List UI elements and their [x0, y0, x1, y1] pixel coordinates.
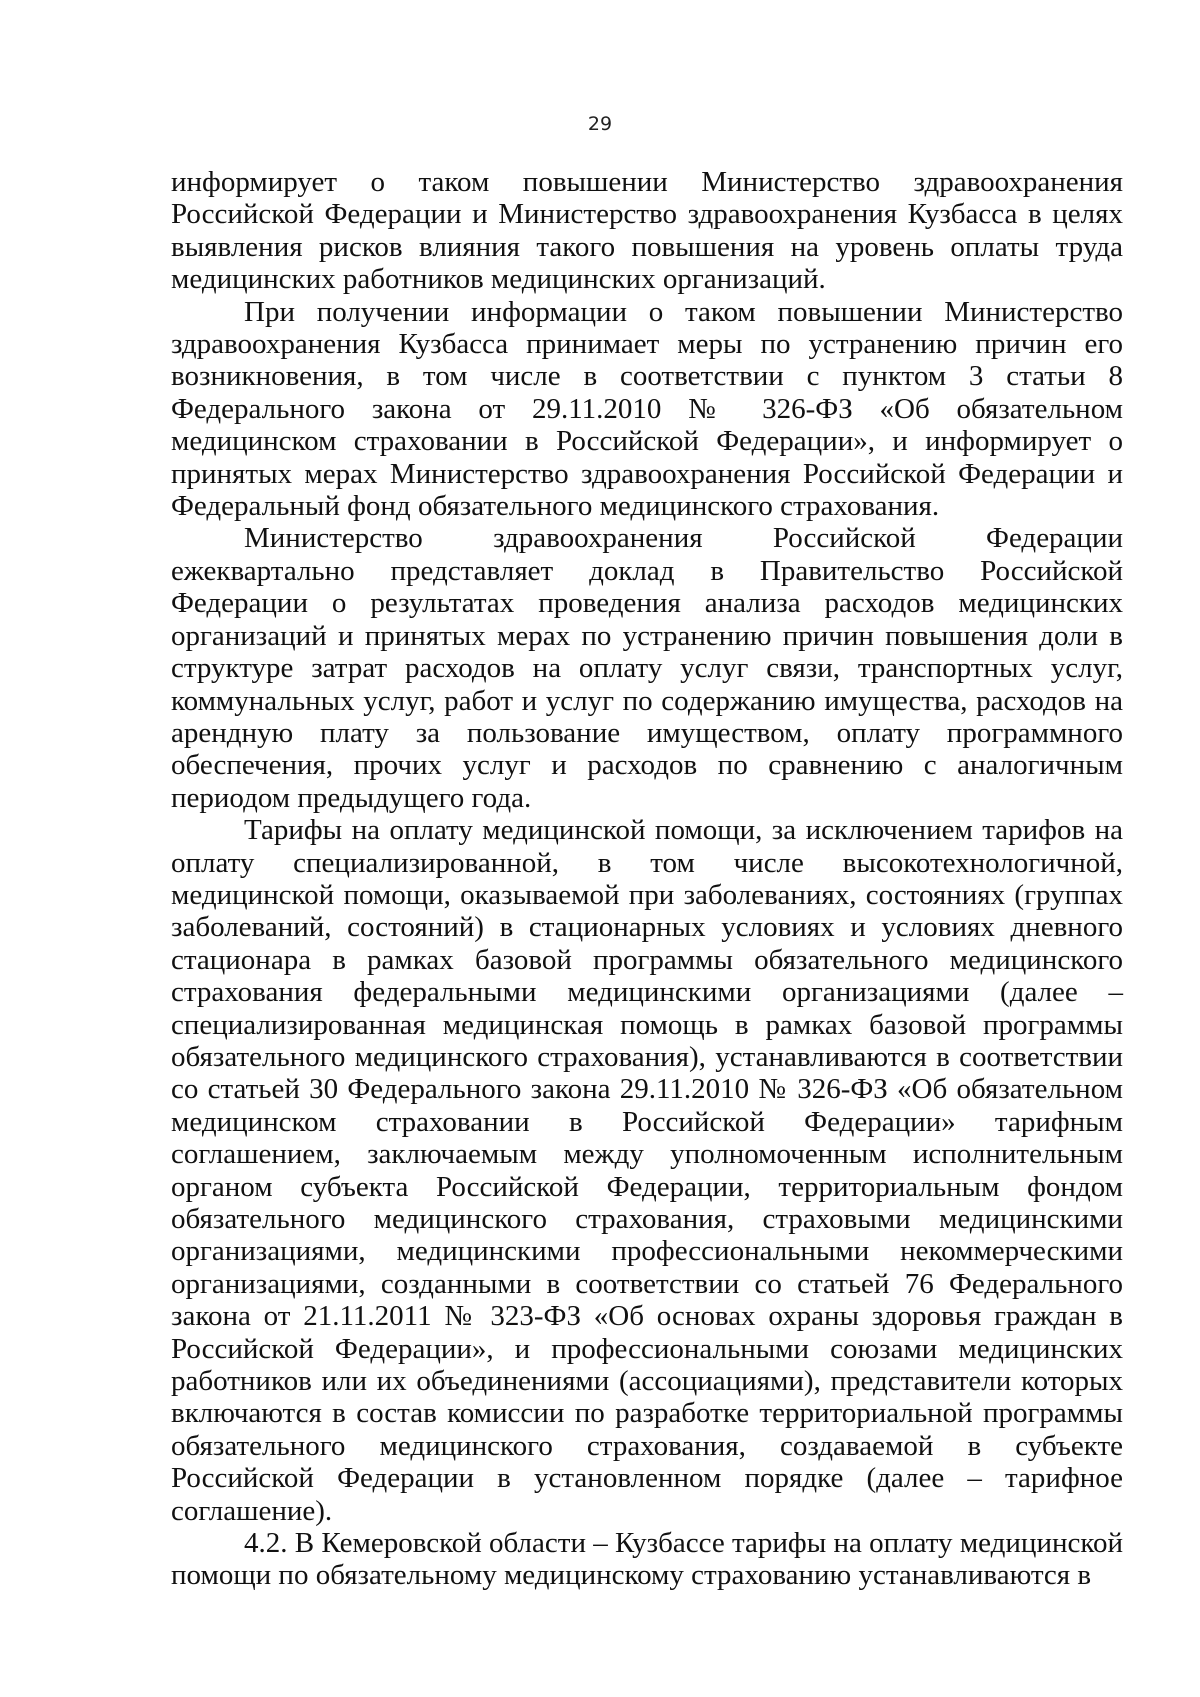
paragraph-continuation: информирует о таком повышении Министерство здравоохранения Российской Федерации и Министерство здравоохранения Кузбасса в целях выявления рисков влияния такого повышения на уровень оплаты труда медицинских работников медицинских организаций.: [171, 166, 1123, 296]
paragraph-section-4-2: 4.2. В Кемеровской области – Кузбассе тарифы на оплату медицинской помощи по обязательному медицинскому страхованию устанавливаются в: [171, 1527, 1123, 1592]
paragraph-information-measures: При получении информации о таком повышении Министерство здравоохранения Кузбасса принимает меры по устранению причин его возникновения, в том числе в соответствии с пунктом 3 статьи 8 Федерального закона от 29.11.2010 № 326-ФЗ «Об обязательном медицинском страховании в Российской Федерации», и информирует о принятых мерах Министерство здравоохранения Российской Федерации и Федеральный фонд обязательного медицинского страхования.: [171, 295, 1123, 523]
page-number: 29: [587, 113, 613, 135]
paragraph-quarterly-report: Министерство здравоохранения Российской Федерации ежеквартально представляет доклад в Правительство Российской Федерации о результатах проведения анализа расходов медицинских организаций и принятых мерах по устранению причин повышения доли в структуре затрат расходов на оплату услуг связи, транспортных услуг, коммунальных услуг, работ и услуг по содержанию имущества, расходов на арендную плату за пользование имуществом, оплату программного обеспечения, прочих услуг и расходов по сравнению с аналогичным периодом предыдущего года.: [171, 522, 1123, 814]
paragraph-tariffs: Тарифы на оплату медицинской помощи, за исключением тарифов на оплату специализированной, в том числе высокотехнологичной, медицинской помощи, оказываемой при заболеваниях, состояниях (группах заболеваний, состояний) в стационарных условиях и условиях дневного стационара в рамках базовой программы обязательного медицинского страхования федеральными медицинскими организациями (далее – специализированная медицинская помощь в рамках базовой программы обязательного медицинского страхования), устанавливаются в соответствии со статьей 30 Федерального закона 29.11.2010 № 326-ФЗ «Об обязательном медицинском страховании в Российской Федерации» тарифным соглашением, заключаемым между уполномоченным исполнительным органом субъекта Российской Федерации, территориальным фондом обязательного медицинского страхования, страховыми медицинскими организациями, медицинскими профессиональными некоммерческими организациями, созданными в соответствии со статьей 76 Федерального закона от 21.11.2011 № 323-ФЗ «Об основах охраны здоровья граждан в Российской Федерации», и профессиональными союзами медицинских работников или их объединениями (ассоциациями), представители которых включаются в состав комиссии по разработке территориальной программы обязательного медицинского страхования, создаваемой в субъекте Российской Федерации в установленном порядке (далее – тарифное соглашение).: [171, 814, 1123, 1527]
document-body: [171, 166, 1123, 1592]
